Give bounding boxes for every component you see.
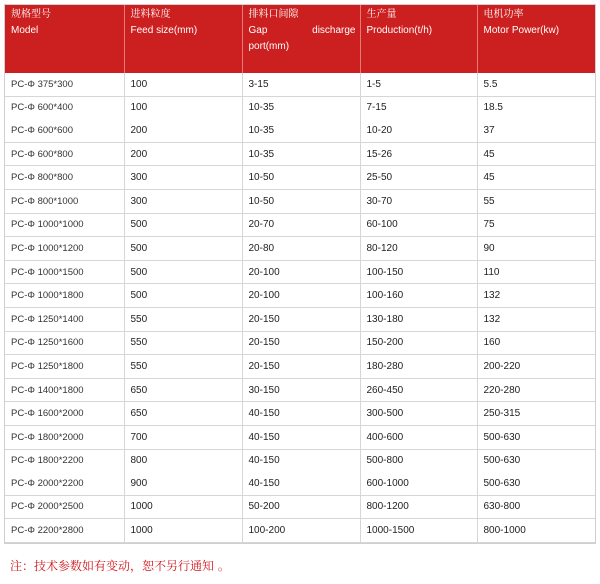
table-row [5, 73, 595, 96]
cell-production: 180-280 [360, 355, 477, 379]
cell-production: 300-500 [360, 402, 477, 426]
header-model [5, 5, 124, 73]
table-row [5, 425, 595, 449]
cell-production: 500-800 [360, 449, 477, 472]
table-row [5, 472, 595, 495]
table-row [5, 449, 595, 472]
cell-motor-power: 250-315 [477, 402, 595, 426]
table-row [5, 378, 595, 402]
cell-model: PC-Φ 600*400 [5, 96, 124, 119]
cell-gap-discharge: 10-35 [242, 119, 360, 142]
cell-gap-discharge: 40-150 [242, 472, 360, 495]
cell-feed-size: 650 [124, 378, 242, 402]
header-production-zh: 生产量 [366, 9, 397, 20]
cell-gap-discharge: 40-150 [242, 425, 360, 449]
footnote: 注：技术参数如有变动，恕不另行通知 。 [10, 559, 230, 573]
cell-feed-size: 500 [124, 260, 242, 284]
header-gap-discharge-en: Gap discharge port(mm) [248, 25, 356, 52]
spec-table-container [4, 4, 596, 544]
cell-model: PC-Φ 1000*1000 [5, 213, 124, 237]
cell-model: PC-Φ 1400*1800 [5, 378, 124, 402]
cell-production: 1-5 [360, 73, 477, 96]
cell-gap-discharge: 10-50 [242, 189, 360, 213]
cell-feed-size: 100 [124, 96, 242, 119]
cell-feed-size: 550 [124, 331, 242, 355]
cell-motor-power: 630-800 [477, 495, 595, 519]
cell-model: PC-Φ 1000*1800 [5, 284, 124, 308]
header-gap-discharge-zh: 排料口间隙 [248, 9, 299, 20]
cell-production: 150-200 [360, 331, 477, 355]
cell-feed-size: 300 [124, 166, 242, 190]
cell-feed-size: 700 [124, 425, 242, 449]
header-motor-power-zh: 电机功率 [483, 9, 524, 20]
header-model-zh: 规格型号 [11, 9, 51, 20]
header-motor-power [477, 5, 595, 73]
cell-feed-size: 200 [124, 142, 242, 166]
cell-model: PC-Φ 800*1000 [5, 189, 124, 213]
cell-motor-power: 160 [477, 331, 595, 355]
spec-table [5, 5, 595, 543]
cell-gap-discharge: 3-15 [242, 73, 360, 96]
cell-feed-size: 500 [124, 284, 242, 308]
cell-feed-size: 500 [124, 237, 242, 261]
cell-feed-size: 500 [124, 213, 242, 237]
cell-feed-size: 200 [124, 119, 242, 142]
cell-motor-power: 200-220 [477, 355, 595, 379]
cell-model: PC-Φ 1000*1200 [5, 237, 124, 261]
cell-motor-power: 110 [477, 260, 595, 284]
cell-gap-discharge: 20-70 [242, 213, 360, 237]
cell-motor-power: 500-630 [477, 425, 595, 449]
cell-motor-power: 5.5 [477, 73, 595, 96]
cell-production: 100-160 [360, 284, 477, 308]
cell-model: PC-Φ 1600*2000 [5, 402, 124, 426]
cell-production: 15-26 [360, 142, 477, 166]
cell-production: 800-1200 [360, 495, 477, 519]
table-header-row [5, 5, 595, 73]
cell-model: PC-Φ 2000*2200 [5, 472, 124, 495]
cell-gap-discharge: 20-100 [242, 260, 360, 284]
cell-feed-size: 800 [124, 449, 242, 472]
table-row [5, 402, 595, 426]
table-row [5, 213, 595, 237]
cell-motor-power: 18.5 [483, 102, 503, 114]
cell-gap-discharge: 10-35 [242, 96, 360, 119]
cell-motor-power: 45 [477, 142, 595, 166]
cell-gap-discharge: 50-200 [242, 495, 360, 519]
table-row [5, 237, 595, 261]
cell-model: PC-Φ 1250*1600 [5, 331, 124, 355]
cell-model: PC-Φ 1250*1400 [5, 307, 124, 331]
cell-production: 1000-1500 [360, 519, 477, 543]
cell-gap-discharge: 10-50 [242, 166, 360, 190]
cell-production: 260-450 [360, 378, 477, 402]
table-row [5, 119, 595, 142]
cell-gap-discharge: 30-150 [242, 378, 360, 402]
cell-feed-size: 550 [124, 355, 242, 379]
table-row [5, 307, 595, 331]
cell-model: PC-Φ 600*800 [5, 142, 124, 166]
cell-model: PC-Φ 800*800 [5, 166, 124, 190]
cell-model: PC-Φ 1250*1800 [5, 355, 124, 379]
cell-motor-power: 55 [477, 189, 595, 213]
cell-model: PC-Φ 1800*2000 [5, 425, 124, 449]
header-motor-power-en: Motor Power(kw) [483, 25, 560, 36]
header-production [360, 5, 477, 73]
cell-production: 60-100 [360, 213, 477, 237]
cell-gap-discharge: 20-150 [242, 307, 360, 331]
cell-model: PC-Φ 600*600 [5, 119, 124, 142]
cell-production: 80-120 [360, 237, 477, 261]
cell-feed-size: 900 [124, 472, 242, 495]
cell-production: 25-50 [360, 166, 477, 190]
cell-motor-power: 500-630 [483, 455, 521, 467]
table-row [5, 331, 595, 355]
cell-gap-discharge: 40-150 [242, 402, 360, 426]
header-feed-size-zh: 进料粒度 [130, 9, 171, 20]
cell-production: 30-70 [360, 189, 477, 213]
cell-motor-power: 132 [477, 307, 595, 331]
table-row [5, 189, 595, 213]
cell-motor-power: 37 [477, 119, 595, 142]
cell-model: PC-Φ 2000*2500 [5, 495, 124, 519]
cell-gap-discharge: 100-200 [242, 519, 360, 543]
cell-gap-discharge: 10-35 [242, 142, 360, 166]
cell-gap-discharge: 20-150 [242, 355, 360, 379]
cell-production: 400-600 [360, 425, 477, 449]
table-row [5, 166, 595, 190]
cell-model: PC-Φ 375*300 [5, 73, 124, 96]
table-row [5, 495, 595, 519]
table-row [5, 96, 595, 119]
cell-motor-power: 45 [477, 166, 595, 190]
cell-feed-size: 550 [124, 307, 242, 331]
table-row [5, 284, 595, 308]
cell-gap-discharge: 40-150 [242, 449, 360, 472]
cell-motor-power: 220-280 [477, 378, 595, 402]
cell-model: PC-Φ 1800*2200 [5, 449, 124, 472]
cell-motor-power: 132 [477, 284, 595, 308]
table-body [5, 73, 595, 542]
cell-feed-size: 650 [124, 402, 242, 426]
header-gap-discharge [242, 5, 360, 73]
header-model-en: Model [11, 25, 39, 36]
cell-motor-power: 75 [477, 213, 595, 237]
cell-production: 7-15 [360, 96, 477, 119]
cell-production: 10-20 [360, 119, 477, 142]
cell-feed-size: 300 [124, 189, 242, 213]
cell-model: PC-Φ 2200*2800 [5, 519, 124, 543]
cell-motor-power: 90 [477, 237, 595, 261]
cell-motor-power: 800-1000 [477, 519, 595, 543]
table-row [5, 142, 595, 166]
cell-feed-size: 1000 [124, 519, 242, 543]
table-row [5, 260, 595, 284]
table-row [5, 519, 595, 543]
cell-production: 100-150 [360, 260, 477, 284]
header-production-en: Production(t/h) [366, 25, 433, 36]
cell-gap-discharge: 20-150 [242, 331, 360, 355]
cell-model: PC-Φ 1000*1500 [5, 260, 124, 284]
cell-production: 600-1000 [360, 472, 477, 495]
cell-production: 130-180 [360, 307, 477, 331]
cell-gap-discharge: 20-100 [242, 284, 360, 308]
table-row [5, 355, 595, 379]
header-feed-size-en: Feed size(mm) [130, 25, 198, 36]
cell-feed-size: 1000 [124, 495, 242, 519]
cell-motor-power: 500-630 [477, 472, 595, 495]
header-feed-size [124, 5, 242, 73]
cell-gap-discharge: 20-80 [242, 237, 360, 261]
cell-feed-size: 100 [124, 73, 242, 96]
